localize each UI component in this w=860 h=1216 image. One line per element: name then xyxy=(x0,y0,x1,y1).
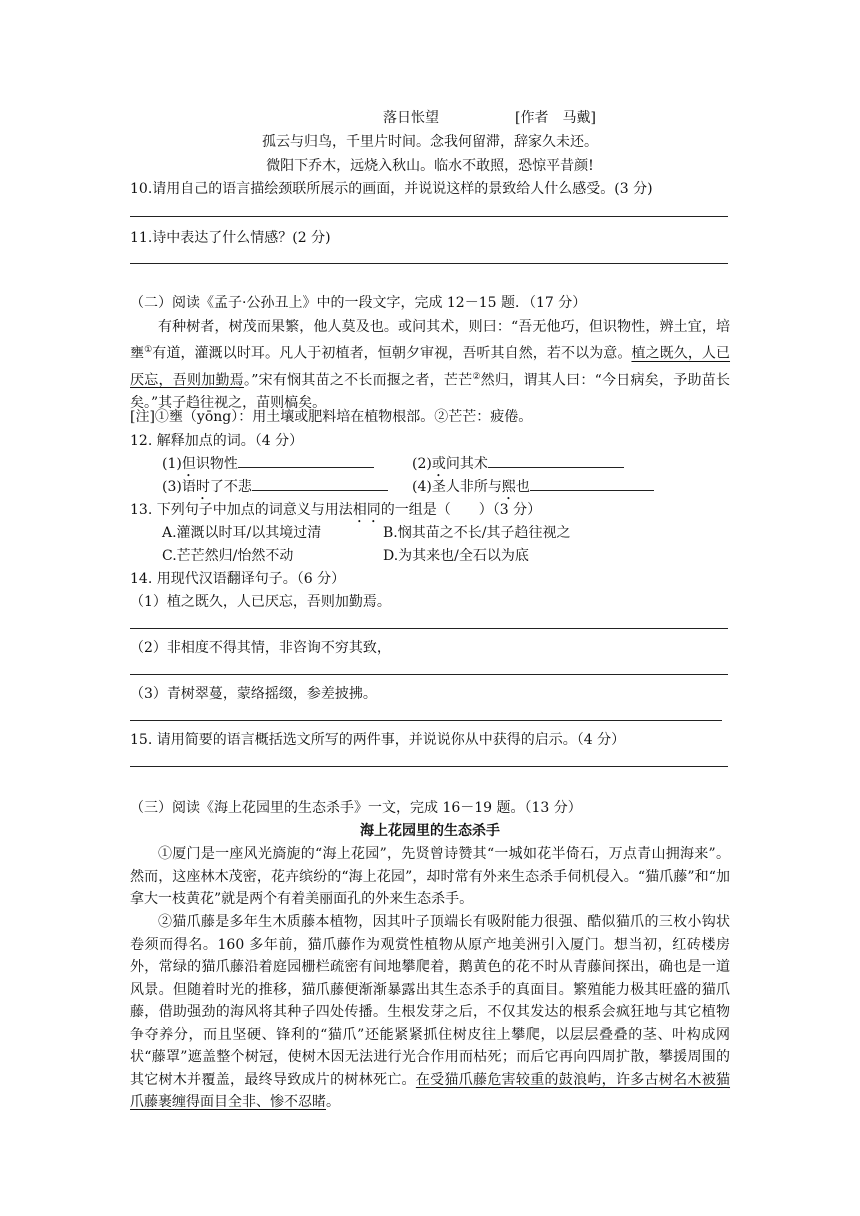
item-text: 也 xyxy=(515,479,530,495)
passage-text: 。”宋有悯其苗之不长而揠之者，芒芒 xyxy=(243,372,473,389)
mencius-passage xyxy=(130,316,730,415)
answer-line[interactable] xyxy=(130,628,728,629)
item-text: 问其术 xyxy=(445,456,488,472)
item-text: 识物性 xyxy=(195,456,238,472)
q14-sentence-1: （1）植之既久，人已厌忘，吾则加勤焉。 xyxy=(130,594,391,610)
option-a[interactable]: A.灌溉以时耳/以其境过清 xyxy=(162,525,322,541)
item-text: 了不悲 xyxy=(209,479,252,495)
poem-line-1: 孤云与归鸟，千里片时间。念我何留滞，辞家久未还。 xyxy=(262,134,598,150)
option-d[interactable]: D.为其来也/全石以为底 xyxy=(383,548,529,564)
poem-title: 落日怅望 xyxy=(383,110,439,126)
question-10: 10.请用自己的语言描绘颈联所展示的画面，并说说这样的景致给人什么感受。(3 分) xyxy=(130,181,653,197)
dotted-word: 或 xyxy=(431,456,446,472)
dotted-word: 时 xyxy=(195,479,210,495)
answer-line[interactable] xyxy=(130,766,728,767)
item-text: (3)语 xyxy=(162,479,196,495)
option-c[interactable]: C.芒芒然归/怡然不动 xyxy=(162,548,294,564)
dotted-word: 熙 xyxy=(501,479,516,495)
passage-text: 有道，灌溉以时耳。凡人于初植者，恒朝夕审视，吾听其自然，若不以为意。 xyxy=(152,345,632,362)
answer-blank[interactable] xyxy=(252,476,388,491)
answer-blank[interactable] xyxy=(488,453,624,468)
question-12: 12. 解释加点的词。（4 分） xyxy=(130,433,304,449)
annotation-note: [注]①壅（yōng）：用土壤或肥料培在植物根部。②芒芒：疲倦。 xyxy=(130,409,533,425)
answer-line[interactable] xyxy=(130,720,722,721)
paragraph-text: 。 xyxy=(326,1094,340,1110)
section-2-heading: （二）阅读《孟子·公孙丑上》中的一段文字，完成 12－15 题．（17 分） xyxy=(130,295,587,311)
dotted-word: 相同 xyxy=(352,502,381,518)
question-15: 15. 请用简要的语言概括选文所写的两件事，并说说你从中获得的启示。（4 分） xyxy=(130,732,626,748)
answer-line[interactable] xyxy=(130,263,728,264)
question-11: 11.诗中表达了什么情感？(2 分) xyxy=(130,230,331,246)
article-paragraph-1: ①厦门是一座风光旖旎的“海上花园”，先贤曾诗赞其“一城如花半倚石，万点青山拥海来”。然而，这座林木茂密，花卉缤纷的“海上花园”，却时常有外来生态杀手伺机侵入。“猫爪藤”和“加拿大一枝黄花”就是两个有着美丽面孔的外来生态杀手。 xyxy=(130,846,730,907)
section-3-heading: （三）阅读《海上花园里的生态杀手》一文，完成 16－19 题。（13 分） xyxy=(130,800,582,816)
underlined-sentence: 植之既久，人已厌忘，吾则加勤焉 xyxy=(130,345,731,389)
article-paragraph-2 xyxy=(130,911,730,1114)
footnote-marker: ② xyxy=(472,371,481,382)
q14-sentence-2: （2）非相度不得其情，非咨询不穷其致， xyxy=(130,640,391,656)
article-title: 海上花园里的生态杀手 xyxy=(360,823,500,839)
question-text: 13. 下列句子中加点的词意义与用法 xyxy=(130,502,353,518)
item-text: (2) xyxy=(412,456,432,472)
passage-text: 有种树者，树茂而果繁，他人莫及也。或问其术，则曰：“吾无他巧，但识物性，辨土宜，培壅 xyxy=(130,319,730,362)
item-text: (1) xyxy=(162,456,182,472)
underlined-sentence: 在受猫爪藤危害较重的鼓浪屿，许多古树名木被猫爪藤裹缠得面目全非、惨不忍睹 xyxy=(130,1071,731,1110)
paragraph-text: ②猫爪藤是多年生木质藤本植物，因其叶子顶端长有吸附能力很强、酷似猫爪的三枚小钩状卷须而得名。160 多年前，猫爪藤作为观赏性植物从原产地美洲引入厦门。想当初，红砖楼房外，常绿的猫爪藤沿着庭园栅栏疏密有间地攀爬着，鹅黄色的花不时从青藤间探出，确也是一道风景。但随着时光的推移，猫爪藤便渐渐暴露出其生态杀手的真面目。繁殖能力极其旺盛的猫爪藤，借助强劲的海风将其种子四处传播。生根发芽之后，不仅其发达的根系会疯狂地与其它植物争夺养分，而且坚硬、锋利的“猫爪”还能紧紧抓住树皮往上攀爬，以层层叠叠的茎、叶构成网状“藤罩”遮盖整个树冠，使树木因无法进行光合作用而枯死；而后它再向四周扩散，攀援周围的其它树木并覆盖，最终导致成片的树林死亡。 xyxy=(130,914,730,1088)
poem-author: [作者 马戴] xyxy=(515,110,596,126)
answer-blank[interactable] xyxy=(530,476,654,491)
footnote-marker: ① xyxy=(144,345,153,355)
poem-line-2: 微阳下乔木，远烧入秋山。临水不敢照，恐惊平昔颜! xyxy=(266,158,594,174)
answer-line[interactable] xyxy=(130,674,728,675)
dotted-word: 但 xyxy=(181,456,196,472)
answer-blank[interactable] xyxy=(238,453,374,468)
passage-text: 然归，谓其人曰：“今日病矣，予助苗长矣。”其子趋往视之，苗则槁矣。 xyxy=(130,372,731,412)
question-14: 14. 用现代汉语翻译句子。（6 分） xyxy=(130,571,346,587)
q14-sentence-3: （3）青树翠蔓，蒙络摇缀，参差披拂。 xyxy=(130,686,377,702)
item-text: (4)圣人非所与 xyxy=(412,479,502,495)
answer-line[interactable] xyxy=(130,216,728,217)
question-text: 的一组是（ ）（3 分） xyxy=(380,502,542,518)
option-b[interactable]: B.悯其苗之不长/其子趋往视之 xyxy=(383,525,571,541)
